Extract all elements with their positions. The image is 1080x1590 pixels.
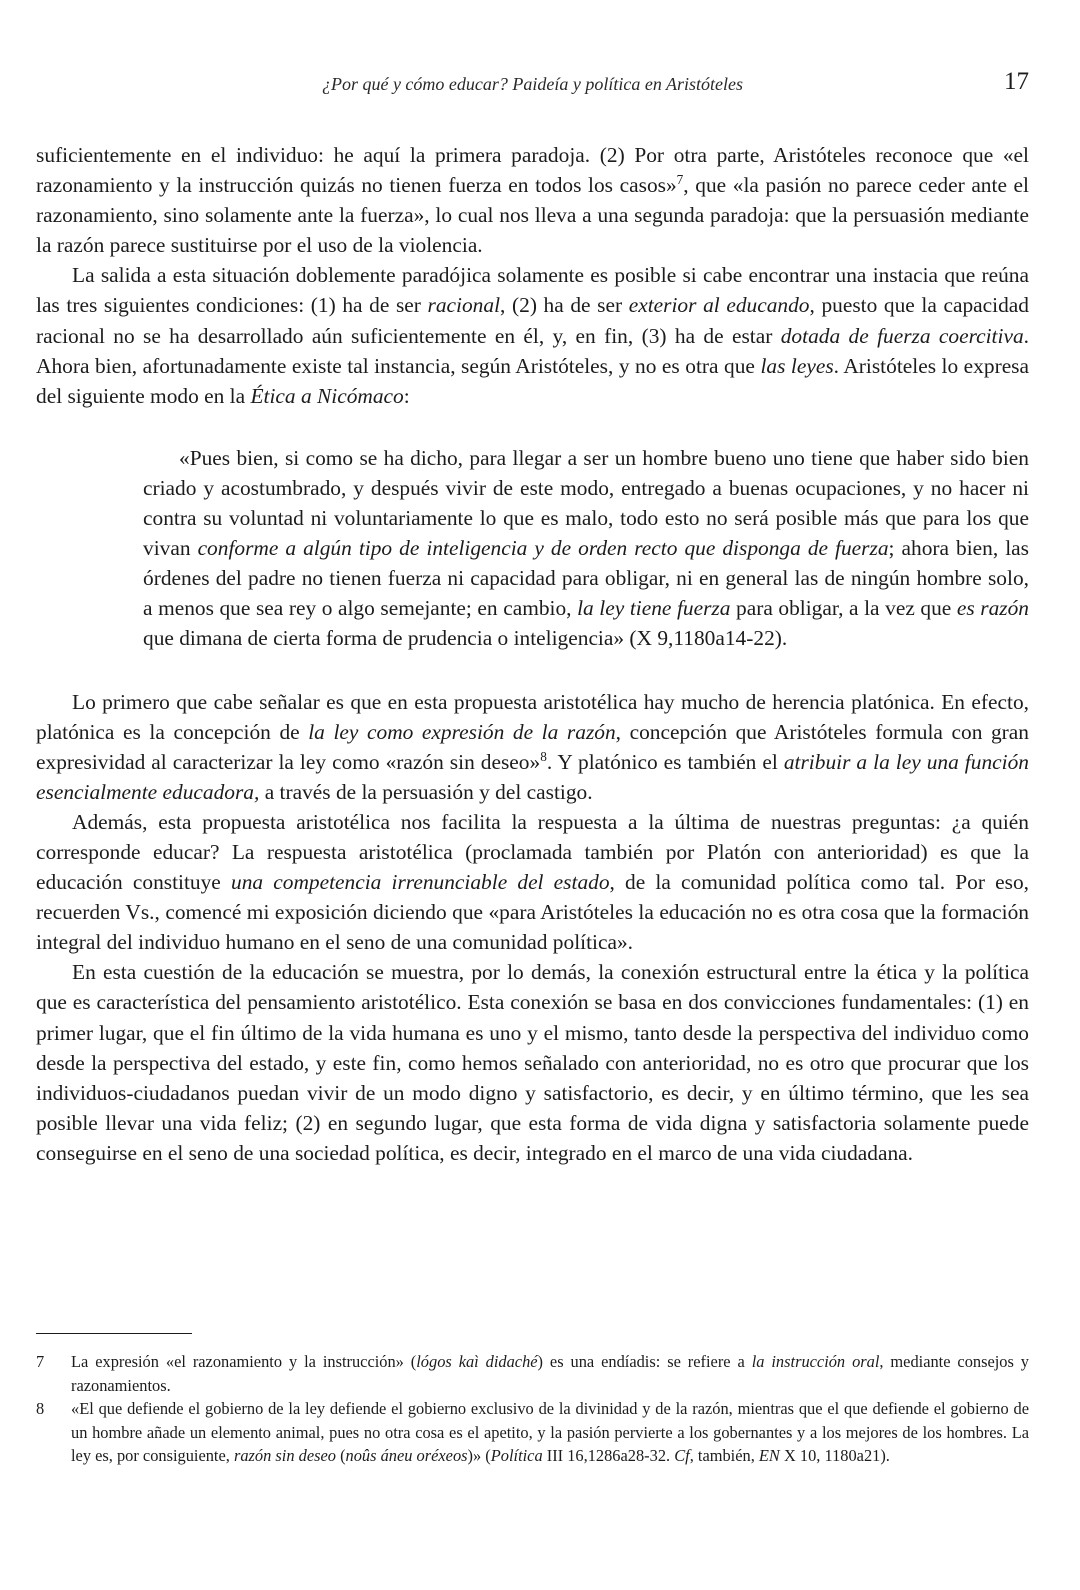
italic-span: dotada de fuerza coercitiva (780, 323, 1024, 348)
text-span: X 10, 1180a21). (779, 1446, 890, 1465)
text-span: , (2) ha de ser (500, 293, 629, 318)
paragraph (36, 957, 1029, 1168)
italic-span: EN (758, 1446, 780, 1465)
running-title: ¿Por qué y cómo educar? Paideía y política en Aristóteles (321, 74, 744, 94)
footnote-number: 7 (36, 1352, 45, 1371)
italic-span: las leyes (760, 353, 834, 378)
text-span: En esta cuestión de la educación se muestra, por lo demás, la conexión estructural entre la ética y la política que es característica del pensamiento aristotélico. Esta conexión se basa en dos convicciones fundamentales: (1) en primer lugar, que el fin último de la vida humana es uno y el mismo, tanto desde la perspectiva del individuo como desde la perspectiva del estado, y este fin, como hemos señalado con anterioridad, no es otro que procurar que los individuos-ciudadanos puedan vivir de un modo digno y satisfactorio, es decir, y en último término, que les sea posible llevar una vida feliz; (2) en segundo lugar, que esta forma de vida digna y satisfactoria solamente puede conseguirse en el seno de una sociedad política, es decir, integrado en el marco de una vida ciudadana. (36, 960, 1029, 1165)
text-span: que dimana de cierta forma de prudencia o inteligencia» (X 9,1180a14-22). (143, 626, 788, 651)
italic-span: lógos kaì didaché (416, 1352, 538, 1371)
text-span: ( (335, 1446, 346, 1465)
block-quote (143, 443, 1029, 654)
paragraph (36, 687, 1029, 807)
text-span: , que «la pasión no parece ceder ante el razonamiento, sino solamente ante la fuerza», lo cual nos lleva a una segunda paradoja: que la persuasión mediante la razón parece sustituirse por el uso de la violencia. (36, 173, 1029, 258)
italic-span: noûs áneu oréxeos (345, 1446, 468, 1465)
italic-span: la instrucción oral (751, 1352, 880, 1371)
text-span: a través de la persuasión y del castigo. (259, 779, 593, 804)
paragraph (36, 140, 1029, 260)
text-span: , concepción que Aristóteles formula con gran expresividad al caracterizar la ley como «razón sin deseo» (36, 719, 1029, 774)
text-span: Lo primero que cabe señalar es que en esta propuesta aristotélica hay mucho de herencia platónica. En efecto, platónica es la concepción de (36, 689, 1029, 744)
text-span: ) es una endíadis: se refiere a (537, 1352, 752, 1371)
italic-span: exterior al educando (628, 293, 810, 318)
footnote-rule (36, 1333, 192, 1334)
text-span: III 16,1286a28-32. (542, 1446, 675, 1465)
text-span: . Ahora bien, afortunadamente existe tal instancia, según Aristóteles, y no es otra que (36, 323, 1029, 378)
footnote-ref: 8 (540, 748, 547, 764)
body-text (36, 140, 1029, 1168)
footnote-text (71, 1350, 1029, 1397)
text-span: «Pues bien, si como se ha dicho, para llegar a ser un hombre bueno uno tiene que haber sido bien criado y acostumbrado, y después vivir de este modo, entregado a buenas ocupaciones, y no hacer ni contra su voluntad ni voluntariamente lo que es malo, todo esto no será posible más que para los que vivan (143, 445, 1029, 561)
italic-span: la ley tiene fuerza (577, 596, 731, 621)
text-span: para obligar, a la vez que (730, 596, 957, 621)
italic-span: conforme a algún tipo de inteligencia y de orden recto que disponga de fuerza (197, 536, 889, 561)
italic-span: Política (490, 1446, 543, 1465)
italic-span: Ética a Nicómaco (250, 383, 404, 408)
text-span: , de la comunidad política como tal. Por eso, recuerden Vs., comencé mi exposición diciendo que «para Aristóteles la educación no es otra cosa que la formación integral del individuo humano en el seno de una comunidad política». (36, 870, 1029, 955)
paragraph (36, 260, 1029, 410)
footnote (36, 1397, 1029, 1468)
footnotes (36, 1350, 1029, 1468)
footnote-ref: 7 (676, 171, 684, 187)
text-span: suficientemente en el individuo: he aquí la primera paradoja. (2) Por otra parte, Aristóteles reconoce que «el razonamiento y la instrucción quizás no tienen fuerza en todos los casos» (36, 143, 1029, 198)
italic-span: es razón (956, 596, 1029, 621)
italic-span: una competencia irrenunciable del estado (231, 870, 610, 895)
text-span: , mediante consejos y razonamientos. (71, 1352, 1029, 1395)
quote-text (143, 443, 1029, 654)
text-span: : (403, 383, 410, 408)
text-span: . Aristóteles lo expresa del siguiente modo en la (36, 353, 1030, 408)
text-span: )» ( (467, 1446, 491, 1465)
text-span: La salida a esta situación doblemente paradójica solamente es posible si cabe encontrar una instacia que reúna las tres siguientes condiciones: (1) ha de ser (36, 263, 1029, 318)
page-header (36, 68, 1029, 104)
text-span: ; ahora bien, las órdenes del padre no tienen fuerza ni capacidad para obligar, ni en general las de ningún hombre solo, a menos que sea rey o algo semejante; en cambio, (143, 536, 1029, 621)
italic-span: Cf (674, 1446, 690, 1465)
paragraph (36, 807, 1029, 957)
page-number: 17 (1004, 68, 1029, 95)
text-span: Además, esta propuesta aristotélica nos facilita la respuesta a la última de nuestras preguntas: ¿a quién corresponde educar? La respuesta aristotélica (proclamada también por Platón con anterioridad) es que la educación constituye (36, 809, 1029, 895)
text-span: , puesto que la capacidad racional no se ha desarrollado aún suficientemente en él, y, en fin, (3) ha de estar (36, 293, 1029, 348)
document-page (36, 0, 1029, 1590)
footnote (36, 1350, 1029, 1397)
text-span: , también, (689, 1446, 759, 1465)
italic-span: razón sin deseo (233, 1446, 336, 1465)
footnote-number: 8 (36, 1399, 45, 1418)
italic-span: la ley como expresión de la razón (308, 719, 616, 744)
footnote-text (71, 1397, 1029, 1468)
text-span: La expresión «el razonamiento y la instrucción» ( (71, 1352, 417, 1371)
italic-span: atribuir a la ley una función esencialmente educadora, (36, 749, 1029, 804)
text-span: «El que defiende el gobierno de la ley defiende el gobierno exclusivo de la divinidad y de la razón, mientras que el que defiende el gobierno de un hombre añade un elemento animal, pues no otra cosa es el apetito, y la pasión pervierte a los gobernantes y a los mejores de los hombres. La ley es, por consiguiente, (71, 1399, 1029, 1465)
italic-span: racional (427, 293, 501, 318)
text-span: . Y platónico es también el (546, 749, 784, 774)
